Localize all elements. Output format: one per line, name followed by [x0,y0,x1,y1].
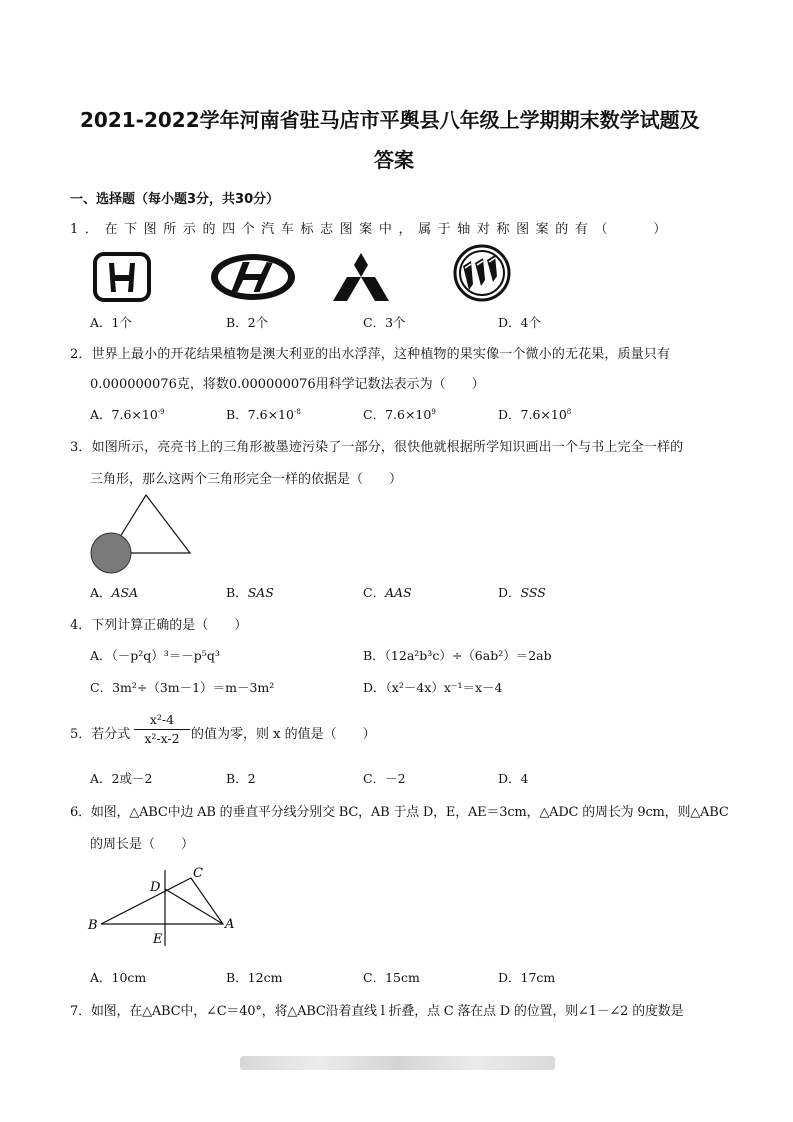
q3-option-b: B．SAS [226,585,274,600]
q3-option-c: C．AAS [363,585,412,600]
q6-option-d: D．17cm [498,970,556,985]
q5-fraction [134,711,190,748]
q5-fraction-numerator: x²-4 [134,711,190,730]
hyundai-logo-icon [210,253,296,301]
question-2-line2: 0.000000076克，将数0.000000076用科学记数法表示为（ ） [90,377,485,392]
q4-option-c: C．3m²÷（3m－1）＝m－3m² [90,680,275,695]
q3-triangle-figure [88,493,194,573]
q6-option-b: B．12cm [226,970,283,985]
blurred-footer-watermark [240,1056,555,1070]
q1-option-a: A．1个 [90,315,132,330]
q5-fraction-denominator: x²-x-2 [144,731,180,746]
question-3-line2: 三角形，那么这两个三角形完全一样的依据是（ ） [90,472,403,487]
q2-option-d: D．$7.6\times 10^8$ [498,407,572,422]
honda-logo-icon [92,251,152,303]
question-4-text: 4．下列计算正确的是（ ） [70,618,248,633]
q5-option-c: C．－2 [363,771,406,786]
q6-label-e: E [153,932,163,947]
question-6-line2: 的周长是（ ） [90,837,195,852]
question-2-line1: 2．世界上最小的开花结果植物是澳大利亚的出水浮萍，这种植物的果实像一个微小的无花果，质量只有 [70,347,671,362]
q5-option-d: D．4 [498,771,529,786]
question-5-suffix: 的值为零，则 x 的值是（ ） [191,727,376,742]
q3-option-a: A．ASA [90,585,139,600]
q1-option-d: D．4个 [498,315,541,330]
q5-option-a: A．2或－2 [90,771,153,786]
question-6-line1: 6．如图，△ABC中边 AB 的垂直平分线分别交 BC，AB 于点 D，E，AE＝3cm，△ADC 的周长为 9cm，则△ABC [70,805,729,820]
question-1-text: 1．在下图所示的四个汽车标志图案中，属于轴对称图案的有（ ） [70,222,673,237]
q6-option-c: C．15cm [363,970,420,985]
q1-option-c: C．3个 [363,315,406,330]
q6-label-a: A [225,917,235,932]
q6-label-d: D [150,880,161,895]
q2-option-c: C．$7.6\times 10^9$ [363,407,436,422]
page-title-line2: 答案 [374,148,414,172]
page-title-line1: 2021-2022学年河南省驻马店市平舆县八年级上学期期末数学试题及 [80,108,700,132]
q4-option-d: D．（x²－4x）x⁻¹＝x－4 [363,680,503,695]
section-header: 一、选择题（每小题3分，共30分） [70,192,280,207]
question-3-line1: 3．如图所示，亮亮书上的三角形被墨迹污染了一部分，很快他就根据所学知识画出一个与书上完全一样的 [70,440,684,455]
buick-logo-icon [453,244,511,302]
q6-triangle-figure [86,862,236,952]
q4-option-b: B．（12a²b³c）÷（6ab²）＝2ab [363,648,552,663]
q3-option-d: D．SSS [498,585,546,600]
q2-option-b: B．$7.6\times 10^{-8}$ [226,407,301,422]
question-7-text: 7．如图，在△ABC中，∠C＝40°，将△ABC沿着直线 l 折叠，点 C 落在点 D 的位置，则∠1－∠2 的度数是 [70,1004,684,1019]
q6-label-b: B [88,918,98,933]
q1-option-b: B．2个 [226,315,269,330]
q6-label-c: C [193,866,203,881]
q2-option-a: A．$7.6\times 10^{-9}$ [90,407,165,422]
q4-option-a: A．（－p²q）³＝－p⁵q³ [90,648,220,663]
q5-option-b: B．2 [226,771,256,786]
q6-option-a: A．10cm [90,970,147,985]
mitsubishi-logo-icon [332,251,390,303]
question-5-prefix: 5．若分式 [70,727,131,742]
